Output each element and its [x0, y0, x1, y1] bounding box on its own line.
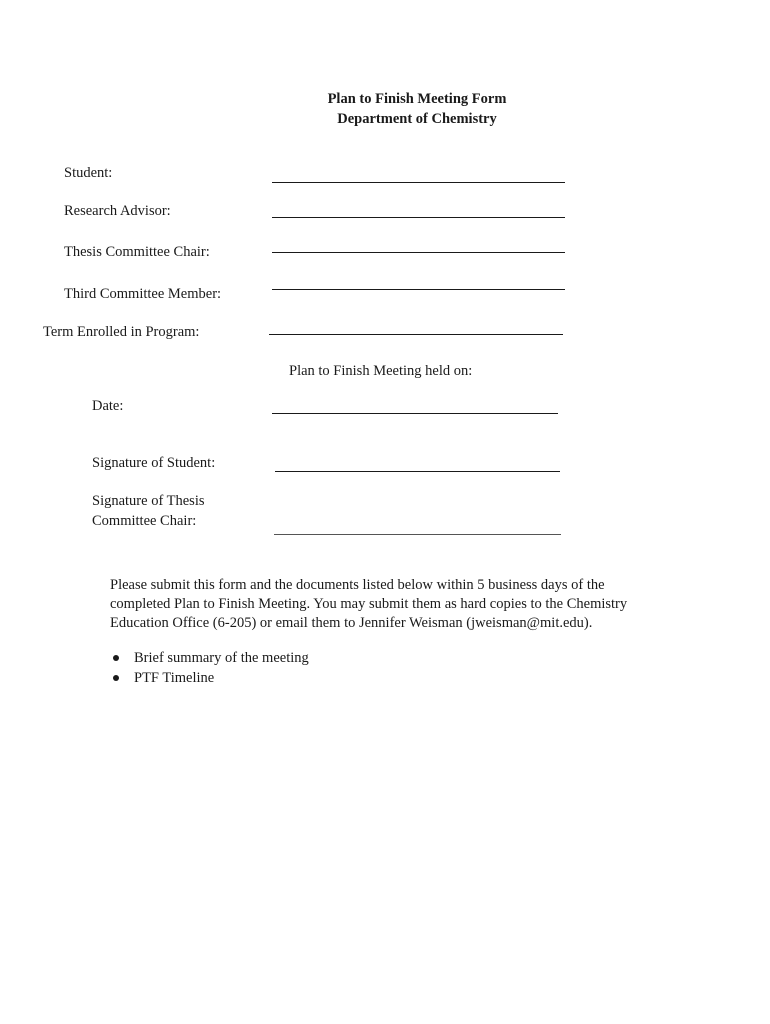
research-advisor-label: Research Advisor:	[64, 203, 171, 219]
instructions-paragraph	[110, 576, 670, 633]
document-summary: Brief summary of the meeting	[134, 650, 309, 666]
research-advisor-field[interactable]	[272, 217, 565, 218]
date-label: Date:	[92, 398, 124, 414]
signature-chair-label-line2: Committee Chair:	[92, 513, 197, 529]
term-enrolled-field[interactable]	[269, 334, 563, 335]
instructions-line-3: Education Office (6-205) or email them to Jennifer Weisman (jweisman@mit.edu).	[110, 615, 593, 631]
date-field[interactable]	[272, 413, 558, 414]
third-member-label: Third Committee Member:	[64, 286, 222, 302]
bullet-icon	[113, 675, 119, 681]
thesis-chair-label: Thesis Committee Chair:	[64, 244, 210, 260]
signature-chair-label-line1: Signature of Thesis	[92, 493, 205, 509]
signature-student-field[interactable]	[275, 471, 560, 472]
required-documents-list	[110, 648, 309, 688]
third-member-field[interactable]	[272, 289, 565, 290]
department-name: Department of Chemistry	[337, 111, 497, 127]
instructions-line-1: Please submit this form and the documents listed below within 5 business days of the	[110, 577, 605, 593]
signature-student-label: Signature of Student:	[92, 455, 216, 471]
student-field[interactable]	[272, 182, 565, 183]
signature-chair-field[interactable]	[274, 534, 561, 535]
document-timeline: PTF Timeline	[134, 670, 215, 686]
form-title: Plan to Finish Meeting Form	[327, 91, 507, 107]
thesis-chair-field[interactable]	[272, 252, 565, 253]
instructions-line-2: completed Plan to Finish Meeting. You may submit them as hard copies to the Chemistry	[110, 596, 628, 612]
list-item	[110, 648, 309, 668]
term-enrolled-label: Term Enrolled in Program:	[43, 324, 200, 340]
meeting-heading: Plan to Finish Meeting held on:	[289, 363, 473, 379]
bullet-icon	[113, 655, 119, 661]
list-item	[110, 668, 309, 688]
student-label: Student:	[64, 165, 113, 181]
